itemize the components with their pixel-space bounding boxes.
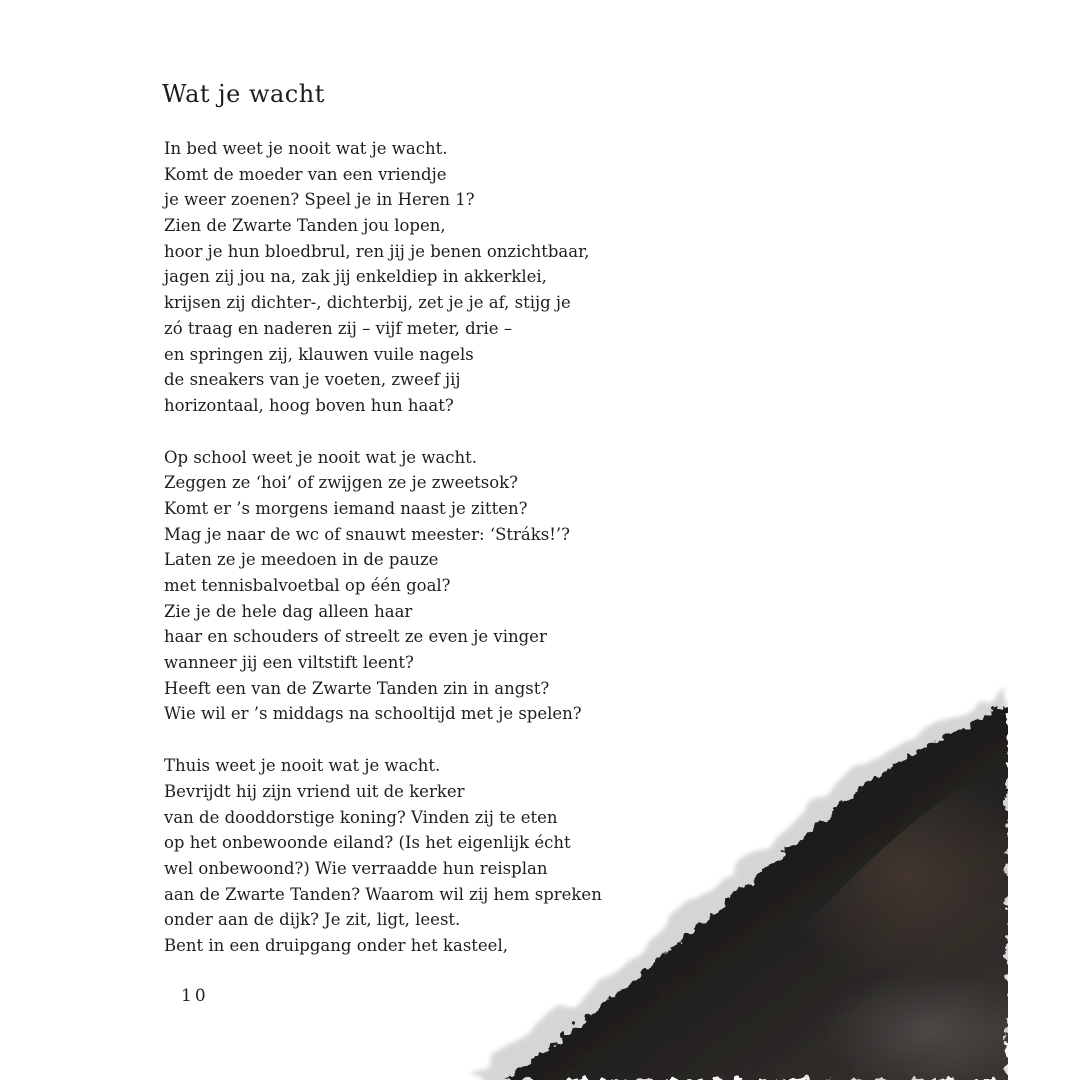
poem-line: haar en schouders of streelt ze even je vinger [164,627,547,647]
poem-line: jagen zij jou na, zak jij enkeldiep in akkerklei, [164,267,547,287]
poem-line: de sneakers van je voeten, zweef jij [164,370,461,390]
poem-line: je weer zoenen? Speel je in Heren 1? [164,190,475,210]
poem-line: krijsen zij dichter-, dichterbij, zet je je af, stijg je [164,293,571,313]
stanza-1 [164,136,684,419]
poem-line: aan de Zwarte Tanden? Waarom wil zij hem spreken [164,884,602,904]
poem-line: wanneer jij een viltstift leent? [164,653,414,673]
poem-line: horizontaal, hoog boven hun haat? [164,395,454,415]
poem-line: Heeft een van de Zwarte Tanden zin in angst? [164,678,550,698]
poem-line: Mag je naar de wc of snauwt meester: ‘Stráks!’? [164,524,570,544]
poem-line: Wie wil er ’s middags na schooltijd met je spelen? [164,704,582,724]
stanza-2 [164,445,684,728]
page-number: 10 [181,986,209,1006]
poem-line: met tennisbalvoetbal op één goal? [164,576,451,595]
poem-line: Laten ze je meedoen in de pauze [164,550,439,570]
poem-line: hoor je hun bloedbrul, ren jij je benen onzichtbaar, [164,241,590,261]
poem-line: Zie je de hele dag alleen haar [164,601,413,621]
poem-line: zó traag en naderen zij – vijf meter, drie – [164,318,513,338]
poem-line: en springen zij, klauwen vuile nagels [164,344,474,364]
poem-line: Thuis weet je nooit wat je wacht. [164,756,441,776]
poem-line: Komt er ’s morgens iemand naast je zitten? [164,498,528,518]
poem-line: onder aan de dijk? Je zit, ligt, leest. [164,910,461,930]
poem-line: Komt de moeder van een vriendje [164,164,447,184]
poem-line: op het onbewoonde eiland? (Is het eigenlijk écht [164,833,571,853]
poem-body [164,136,684,985]
poem-line: Bent in een druipgang onder het kasteel, [164,935,508,955]
poem-line: van de dooddorstige koning? Vinden zij te eten [164,807,558,827]
stanza-3 [164,753,684,959]
poem-line: Op school weet je nooit wat je wacht. [164,447,478,467]
poem-line: Zien de Zwarte Tanden jou lopen, [164,216,446,236]
poem-line: Bevrijdt hij zijn vriend uit de kerker [164,781,465,801]
poem-title: Wat je wacht [162,80,325,108]
poem-line: Zeggen ze ‘hoi’ of zwijgen ze je zweetsok? [164,473,519,493]
poem-line: In bed weet je nooit wat je wacht. [164,139,448,158]
poem-line: wel onbewoond?) Wie verraadde hun reisplan [164,858,548,878]
